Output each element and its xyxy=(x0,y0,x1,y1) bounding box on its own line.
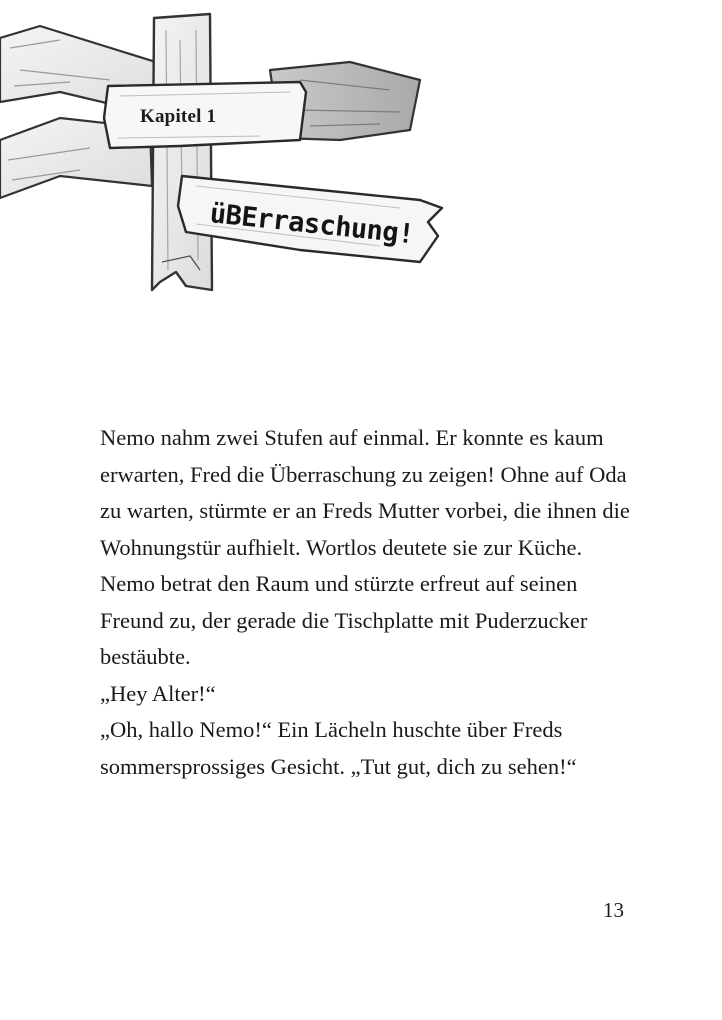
chapter-title: üBErraschung! xyxy=(208,198,416,251)
signpost-illustration xyxy=(0,0,480,300)
page-number: 13 xyxy=(603,898,624,922)
story-text xyxy=(100,420,640,785)
chapter-label: Kapitel 1 xyxy=(140,106,217,127)
paragraph: „Hey Alter!“ xyxy=(100,680,216,706)
signpost-pole xyxy=(152,14,212,290)
paragraph: Nemo nahm zwei Stufen auf einmal. Er konnte es kaum erwarten, Fred die Überraschung zu zeigen! Ohne auf Oda zu warten, stürmte er an Freds Mutter vorbei, die ihnen die Wohnungstür aufhielt. Wortlos deutete sie zur Küche. xyxy=(100,425,630,560)
paragraph: Nemo betrat den Raum und stürzte erfreut auf seinen Freund zu, der gerade die Tischplatte mit Puderzucker bestäubte. xyxy=(100,571,588,669)
paragraph: „Oh, hallo Nemo!“ Ein Lächeln huschte über Freds sommersprossiges Gesicht. „Tut gut, dich zu sehen!“ xyxy=(100,717,577,779)
